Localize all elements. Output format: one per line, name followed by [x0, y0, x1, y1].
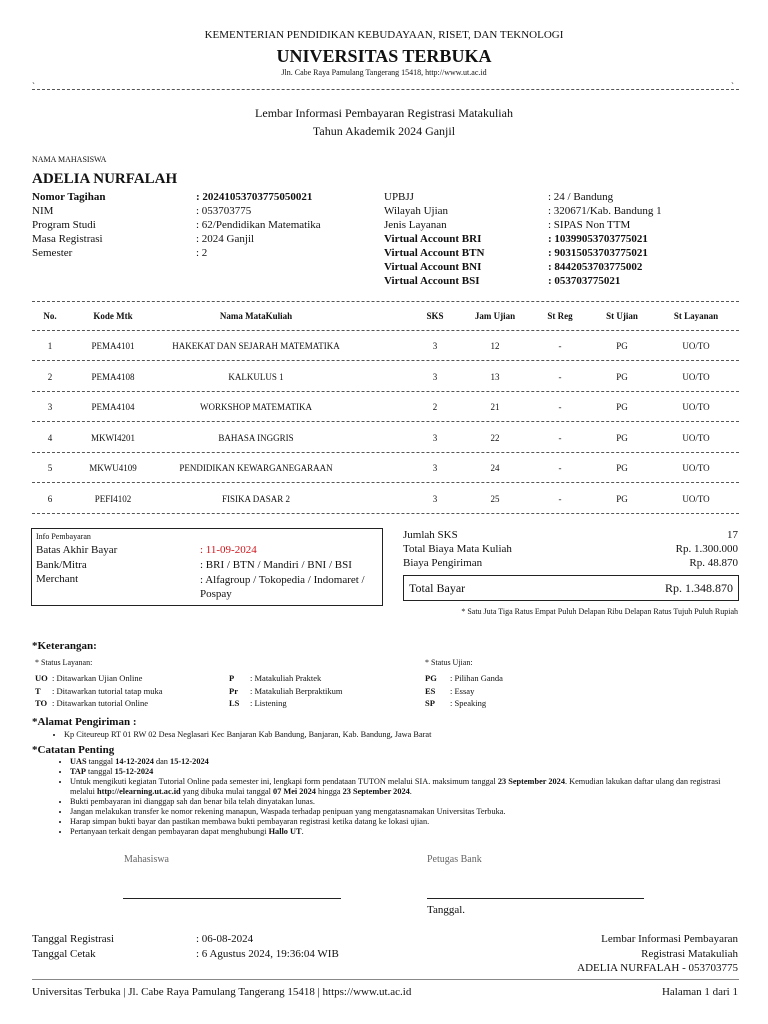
merchant-value: : Alfagroup / Tokopedia / Indomaret / Pospay — [200, 574, 365, 600]
legend-code: Pr — [229, 685, 238, 696]
table-row-divider — [32, 391, 739, 392]
info-left-value: : 62/Pendidikan Matematika — [196, 219, 321, 231]
table-cell-exam-hour: 22 — [490, 432, 500, 443]
table-cell-exam-status: PG — [616, 432, 628, 443]
legend-code: ES — [425, 685, 436, 696]
footer-address: Universitas Terbuka | Jl. Cabe Raya Pamulang Tangerang 15418 | https://www.ut.ac.id — [32, 986, 412, 998]
legend-code: P — [229, 673, 235, 683]
table-cell-no: 3 — [47, 402, 53, 412]
signature-student-label: Mahasiswa — [124, 854, 169, 865]
legend-code: LS — [229, 698, 240, 708]
table-cell-sks: 2 — [432, 402, 438, 412]
merchant-label: Merchant — [36, 573, 79, 585]
alamat-list — [48, 730, 738, 740]
catatan-tap: • TAP tanggal 15-12-2024 — [70, 767, 738, 777]
table-row-divider — [32, 452, 739, 453]
table-cell-no: 5 — [47, 463, 53, 473]
amount-in-words: * Satu Juta Tiga Ratus Empat Puluh Delapan Ribu Delapan Ratus Tujuh Puluh Rupiah — [461, 607, 738, 616]
table-cell-service-status: UO/TO — [682, 371, 710, 382]
university-name: UNIVERSITAS TERBUKA — [276, 46, 492, 66]
course-fee-value: Rp. 1.300.000 — [675, 543, 738, 555]
table-cell-no: 1 — [47, 341, 53, 351]
table-header-course-code: Kode Mtk — [93, 311, 133, 321]
info-right-value: : SIPAS Non TTM — [548, 219, 631, 231]
table-cell-exam-status: PG — [616, 341, 628, 351]
legend-desc: : Listening — [250, 698, 287, 708]
table-cell-course-name: WORKSHOP MATEMATIKA — [200, 402, 312, 412]
info-right-value: : 053703775021 — [548, 275, 621, 287]
info-left-value: : 2 — [196, 247, 208, 259]
bank-label: Bank/Mitra — [36, 559, 87, 571]
status-layanan-title: * Status Layanan: — [35, 658, 93, 667]
table-cell-course-code: MKWU4109 — [89, 463, 137, 473]
info-right-value: : 320671/Kab. Bandung 1 — [548, 205, 662, 217]
footer-doc-name: Lembar Informasi Pembayaran — [601, 933, 738, 945]
table-cell-exam-status: PG — [616, 493, 628, 504]
course-fee-label: Total Biaya Mata Kuliah — [403, 543, 512, 555]
doc-subtitle: Tahun Akademik 2024 Ganjil — [312, 124, 456, 138]
table-cell-course-name: KALKULUS 1 — [228, 371, 284, 382]
catatan-note-3: • Harap simpan bukti bayar dan pastikan membawa bukti pembayaran registrasi ketika datang ke lokasi ujian. — [70, 817, 738, 827]
doc-title: Lembar Informasi Pembayaran Registrasi Matakuliah — [255, 106, 513, 120]
total-pay-label: Total Bayar — [409, 581, 466, 595]
table-row-divider — [32, 482, 739, 483]
ministry-name: KEMENTERIAN PENDIDIKAN KEBUDAYAAN, RISET, DAN TEKNOLOGI — [204, 29, 564, 41]
catatan-title: *Catatan Penting — [32, 744, 115, 756]
header-divider — [32, 89, 739, 90]
shipping-fee-value: Rp. 48.870 — [689, 557, 738, 569]
table-top-divider — [32, 301, 739, 302]
deadline-label: Batas Akhir Bayar — [36, 544, 118, 556]
info-left-label: Program Studi — [32, 219, 96, 231]
table-cell-service-status: UO/TO — [682, 463, 710, 473]
table-header-no: No. — [43, 311, 57, 321]
signature-date-label: Tanggal. — [427, 904, 466, 916]
footer-student-id: ADELIA NURFALAH - 053703775 — [577, 962, 738, 974]
table-cell-course-code: MKWI4201 — [91, 432, 135, 443]
header-tick-right: ` — [731, 81, 734, 91]
legend-desc: : Speaking — [450, 698, 487, 708]
table-cell-reg-status: - — [558, 341, 562, 351]
print-date-label: Tanggal Cetak — [32, 948, 96, 960]
footer-divider — [32, 979, 739, 980]
legend-code: T — [35, 685, 41, 696]
info-right-value: : 90315053703775021 — [548, 247, 648, 259]
table-cell-course-name: FISIKA DASAR 2 — [221, 493, 290, 504]
table-cell-exam-status: PG — [616, 402, 628, 412]
table-cell-exam-hour: 12 — [490, 341, 500, 351]
legend-desc: : Ditawarkan Ujian Online — [52, 673, 143, 683]
signature-bank-label: Petugas Bank — [427, 854, 482, 865]
catatan-note-1: • Bukti pembayaran ini dianggap sah dan benar bila telah dinyatakan lunas. — [70, 797, 738, 807]
table-cell-reg-status: - — [558, 402, 562, 412]
info-left-label: Nomor Tagihan — [32, 191, 106, 203]
sks-total-label: Jumlah SKS — [403, 529, 458, 541]
table-header-reg-status: St Reg — [547, 311, 573, 321]
table-cell-sks: 3 — [432, 493, 438, 504]
shipping-fee-label: Biaya Pengiriman — [403, 557, 483, 569]
print-date-value: : 6 Agustus 2024, 19:36:04 WIB — [196, 948, 339, 960]
registration-date-value: : 06-08-2024 — [196, 933, 254, 945]
table-cell-exam-hour: 13 — [490, 371, 500, 382]
table-cell-service-status: UO/TO — [682, 493, 710, 504]
table-cell-exam-status: PG — [616, 371, 628, 382]
student-name-label: NAMA MAHASISWA — [32, 155, 107, 164]
total-pay-value: Rp. 1.348.870 — [664, 581, 733, 595]
page-number: Halaman 1 dari 1 — [661, 986, 738, 998]
table-row-divider — [32, 421, 739, 422]
table-cell-exam-hour: 25 — [490, 493, 500, 504]
alamat-title: *Alamat Pengiriman : — [32, 716, 137, 728]
header-tick-left: ` — [32, 81, 35, 91]
info-left-label: NIM — [32, 205, 54, 217]
info-left-value: : 2024 Ganjil — [196, 233, 255, 245]
table-cell-course-code: PEMA4101 — [91, 341, 135, 351]
sks-total-value: 17 — [727, 529, 738, 541]
table-cell-sks: 3 — [432, 371, 438, 382]
table-cell-no: 6 — [47, 493, 53, 504]
legend-desc: : Essay — [450, 685, 475, 696]
legend-code: TO — [35, 698, 48, 708]
info-right-label: Virtual Account BSI — [384, 275, 480, 287]
signature-bank-line — [427, 898, 644, 899]
table-row-divider — [32, 513, 739, 514]
table-header-exam-status: St Ujian — [606, 311, 638, 321]
table-header-service-status: St Layanan — [673, 311, 719, 321]
info-left-label: Semester — [32, 247, 73, 259]
info-right-value: : 24 / Bandung — [548, 191, 614, 203]
info-right-value: : 10399053703775021 — [548, 233, 648, 245]
table-cell-service-status: UO/TO — [682, 432, 710, 443]
legend-desc: : Pilihan Ganda — [450, 673, 503, 683]
table-cell-course-code: PEMA4108 — [91, 371, 135, 382]
table-cell-reg-status: - — [558, 432, 562, 443]
catatan-list — [54, 757, 738, 837]
info-right-label: Wilayah Ujian — [384, 205, 449, 217]
table-header-exam-hour: Jam Ujian — [474, 311, 516, 321]
info-right-label: Jenis Layanan — [384, 219, 447, 231]
table-cell-service-status: UO/TO — [682, 402, 710, 412]
payment-info-title: Info Pembayaran — [36, 532, 91, 541]
alamat-text: • Kp Citeureup RT 01 RW 02 Desa Neglasari Kec Banjaran Kab Bandung, Banjaran, Kab. Bandung, Jawa Barat — [64, 730, 738, 740]
total-pay-box — [403, 575, 739, 601]
info-right-label: Virtual Account BNI — [384, 261, 482, 273]
table-cell-no: 2 — [47, 371, 53, 382]
info-left-label: Masa Registrasi — [32, 233, 103, 245]
status-ujian-title: * Status Ujian: — [425, 658, 473, 667]
info-right-label: Virtual Account BTN — [384, 247, 485, 259]
catatan-note-4: • Pertanyaan terkait dengan pembayaran dapat menghubungi Hallo UT. — [70, 827, 738, 837]
info-right-label: UPBJJ — [384, 191, 414, 203]
legend-desc: : Matakuliah Berpraktikum — [250, 685, 343, 696]
university-address: Jln. Cabe Raya Pamulang Tangerang 15418, http://www.ut.ac.id — [281, 68, 487, 77]
catatan-uas: • UAS tanggal 14-12-2024 dan 15-12-2024 — [70, 757, 738, 767]
catatan-tuton: • Untuk mengikuti kegiatan Tutorial Online pada semester ini, lengkapi form pendataan TUTON melalui SIA. maksimum tanggal 23 September 2024. Kemudian lakukan daftar ulang dan registrasi melalui http://elearning.ut.ac.id yang dibuka mulai tanggal 07 Mei 2024 hingga 23 September 2024. — [70, 777, 738, 797]
legend-code: PG — [425, 673, 437, 683]
deadline-value: : 11-09-2024 — [200, 544, 257, 556]
table-cell-no: 4 — [47, 432, 53, 443]
signature-student-line — [123, 898, 341, 899]
legend-desc: : Ditawarkan tutorial Online — [52, 698, 149, 708]
table-header-course-name: Nama MataKuliah — [219, 311, 293, 321]
table-header-sks: SKS — [426, 311, 444, 321]
table-cell-sks: 3 — [432, 341, 438, 351]
table-cell-service-status: UO/TO — [682, 341, 710, 351]
table-header-divider — [32, 330, 739, 331]
table-cell-sks: 3 — [432, 432, 438, 443]
table-cell-course-code: PEFI4102 — [94, 493, 132, 504]
registration-date-label: Tanggal Registrasi — [32, 933, 115, 945]
table-cell-course-name: PENDIDIKAN KEWARGANEGARAAN — [179, 463, 333, 473]
table-cell-reg-status: - — [558, 493, 562, 504]
table-cell-exam-hour: 24 — [490, 463, 500, 473]
table-cell-reg-status: - — [558, 371, 562, 382]
legend-code: SP — [425, 698, 435, 708]
footer-doc-type: Registrasi Matakuliah — [641, 948, 738, 960]
info-right-label: Virtual Account BRI — [384, 233, 482, 245]
catatan-note-2: • Jangan melakukan transfer ke nomor rekening manapun, Waspada terhadap penipuan yang mengatasnamakan Universitas Terbuka. — [70, 807, 738, 817]
legend-desc: : Matakuliah Praktek — [250, 673, 322, 683]
legend-desc: : Ditawarkan tutorial tatap muka — [52, 685, 163, 696]
table-cell-course-code: PEMA4104 — [91, 402, 135, 412]
table-cell-course-name: HAKEKAT DAN SEJARAH MATEMATIKA — [172, 341, 340, 351]
table-cell-reg-status: - — [558, 463, 562, 473]
table-row-divider — [32, 360, 739, 361]
info-left-value: : 053703775 — [196, 205, 252, 217]
keterangan-title: *Keterangan: — [32, 640, 97, 652]
student-name: ADELIA NURFALAH — [32, 171, 178, 187]
info-left-value: : 20241053703775050021 — [196, 191, 313, 203]
info-right-value: : 8442053703775002 — [548, 261, 643, 273]
bank-value: : BRI / BTN / Mandiri / BNI / BSI — [200, 559, 352, 571]
payment-info-box — [31, 528, 383, 606]
table-cell-exam-hour: 21 — [490, 402, 500, 412]
table-cell-exam-status: PG — [616, 463, 628, 473]
table-cell-sks: 3 — [432, 463, 438, 473]
table-cell-course-name: BAHASA INGGRIS — [218, 432, 294, 443]
legend-code: UO — [35, 673, 48, 683]
